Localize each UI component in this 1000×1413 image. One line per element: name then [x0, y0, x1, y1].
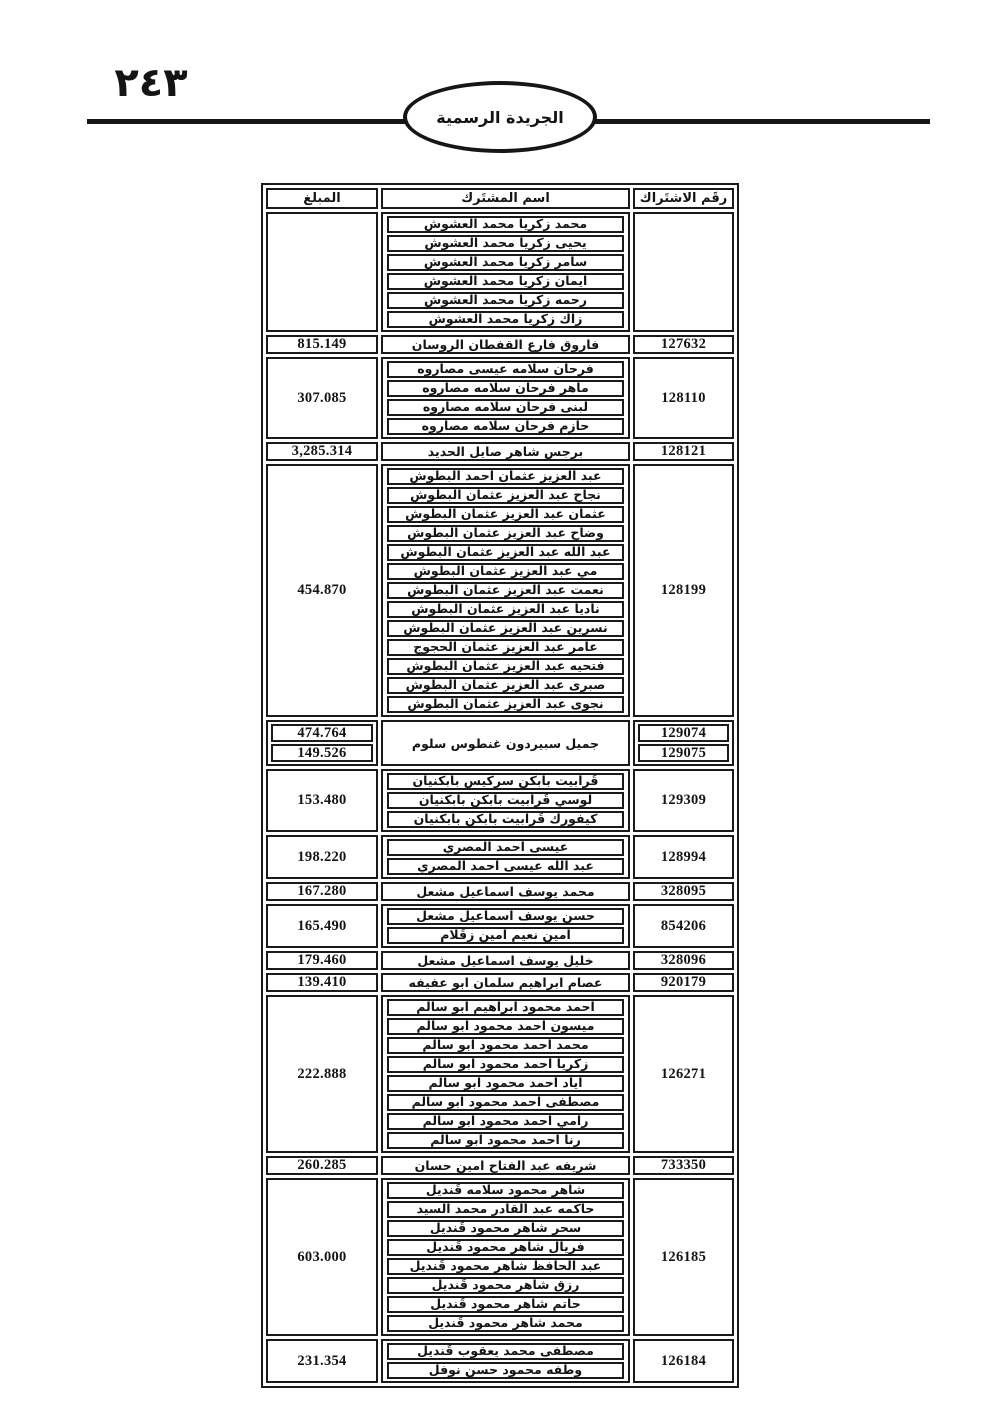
amount-cell — [266, 212, 378, 332]
number-cell: 854206 — [633, 904, 734, 948]
name-box: حاكمه عبد القادر محمد السيد — [387, 1201, 624, 1218]
table-row — [266, 995, 734, 1153]
name-cell: شريفه عبد الفتاح امين حسان — [381, 1156, 630, 1175]
name-box: نعمت عبد العزيز عثمان البطوش — [387, 582, 624, 599]
name-box: فرحان سلامه عيسى مصاروه — [387, 361, 624, 378]
amount-value: 149.526 — [271, 744, 373, 762]
table-row — [266, 1178, 734, 1336]
table-row — [266, 951, 734, 970]
name-box: صبرى عبد العزيز عثمان البطوش — [387, 677, 624, 694]
amount-cell: 603.000 — [266, 1178, 378, 1336]
name-box: رامي احمد محمود ابو سالم — [387, 1113, 624, 1130]
name-box: ميسون احمد محمود ابو سالم — [387, 1018, 624, 1035]
name-box: سحر شاهر محمود قَنديل — [387, 1220, 624, 1237]
name-cell: جميل سبيردون غنطوس سلوم — [381, 720, 630, 766]
name-box: محمد زكريا محمد العشوش — [387, 216, 624, 233]
table-row — [266, 357, 734, 439]
subscription-number: 129075 — [638, 744, 729, 762]
amount-cell — [266, 720, 378, 766]
name-box: زكريا احمد محمود ابو سالم — [387, 1056, 624, 1073]
name-box: لوسي قَرابيت بابكن بابكنيان — [387, 792, 624, 809]
name-box: نجاح عبد العزيز عثمان البطوش — [387, 487, 624, 504]
name-cell: محمد يوسف اسماعيل مشعل — [381, 882, 630, 901]
name-box: محمد احمد محمود ابو سالم — [387, 1037, 624, 1054]
amount-cell: 167.280 — [266, 882, 378, 901]
gazette-title: الجريدة الرسمية — [436, 107, 564, 127]
amount-value: 474.764 — [271, 724, 373, 742]
amount-cell: 139.410 — [266, 973, 378, 992]
name-box: مي عبد العزيز عثمان البطوش — [387, 563, 624, 580]
table-row — [266, 835, 734, 879]
table-row — [266, 720, 734, 766]
table-row — [266, 212, 734, 332]
table-row — [266, 769, 734, 832]
amount-cell: 165.490 — [266, 904, 378, 948]
column-header-amount: المبلغ — [266, 188, 378, 209]
name-cell: عصام ابراهيم سلمان ابو عفيفه — [381, 973, 630, 992]
name-box: شاهر محمود سلامه قَنديل — [387, 1182, 624, 1199]
page-number: ٢٤٣ — [114, 60, 188, 106]
name-box: عامر عبد العزيز عثمان الحجوج — [387, 639, 624, 656]
name-box: ماهر فرحان سلامه مصاروه — [387, 380, 624, 397]
table-row — [266, 464, 734, 717]
number-cell: 129309 — [633, 769, 734, 832]
table-row — [266, 1156, 734, 1175]
number-cell: 126271 — [633, 995, 734, 1153]
name-cell — [381, 835, 630, 879]
name-cell — [381, 995, 630, 1153]
name-box: ايمان زكريا محمد العشوش — [387, 273, 624, 290]
name-box: قَرابيت بابكن سركيس بابكنيان — [387, 773, 624, 790]
name-cell: خليل يوسف اسماعيل مشعل — [381, 951, 630, 970]
name-box: حازم فرحان سلامه مصاروه — [387, 418, 624, 435]
column-header-number: رقَم الاشتَراك — [633, 188, 734, 209]
name-box: مصطفى احمد محمود ابو سالم — [387, 1094, 624, 1111]
name-cell — [381, 1178, 630, 1336]
name-cell — [381, 769, 630, 832]
name-box: رزق شاهر محمود قَنديل — [387, 1277, 624, 1294]
name-cell: فاروق فارع القفطان الروسان — [381, 335, 630, 354]
name-box: احمد محمود ابراهيم ابو سالم — [387, 999, 624, 1016]
table-header-row — [266, 188, 734, 209]
name-box: رنا احمد محمود ابو سالم — [387, 1132, 624, 1149]
name-box: لبنى فرحان سلامه مصاروه — [387, 399, 624, 416]
amount-cell: 198.220 — [266, 835, 378, 879]
name-cell — [381, 464, 630, 717]
number-cell: 126184 — [633, 1339, 734, 1383]
number-cell: 127632 — [633, 335, 734, 354]
number-cell: 128994 — [633, 835, 734, 879]
amount-cell: 454.870 — [266, 464, 378, 717]
name-cell — [381, 1339, 630, 1383]
name-box: فتحيه عبد العزيز عثمان البطوش — [387, 658, 624, 675]
name-box: عبد العزيز عثمان احمد البطوش — [387, 468, 624, 485]
number-cell: 128199 — [633, 464, 734, 717]
column-header-name: اسم المشتَرك — [381, 188, 630, 209]
amount-cell: 179.460 — [266, 951, 378, 970]
amount-cell: 153.480 — [266, 769, 378, 832]
number-cell: 920179 — [633, 973, 734, 992]
name-cell: برجس شاهر صايل الحديد — [381, 442, 630, 461]
name-box: نجوى عبد العزيز عثمان البطوش — [387, 696, 624, 713]
table-row — [266, 442, 734, 461]
amount-cell: 231.354 — [266, 1339, 378, 1383]
amount-cell: 3,285.314 — [266, 442, 378, 461]
number-cell: 328095 — [633, 882, 734, 901]
name-box: يحيى زكريا محمد العشوش — [387, 235, 624, 252]
name-box: امين نعيم امين زقَلام — [387, 927, 624, 944]
amount-cell: 307.085 — [266, 357, 378, 439]
name-box: عبد الحافظ شاهر محمود قَنديل — [387, 1258, 624, 1275]
gazette-seal — [403, 81, 597, 153]
table-row — [266, 1339, 734, 1383]
name-box: نسرين عبد العزيز عثمان البطوش — [387, 620, 624, 637]
name-box: عبد الله عبد العزيز عثمان البطوش — [387, 544, 624, 561]
number-cell: 128110 — [633, 357, 734, 439]
table-row — [266, 335, 734, 354]
name-box: مصطفى محمد يعقوب قَنديل — [387, 1343, 624, 1360]
name-cell — [381, 357, 630, 439]
amount-cell: 815.149 — [266, 335, 378, 354]
name-box: اياد احمد محمود ابو سالم — [387, 1075, 624, 1092]
name-box: سامر زكريا محمد العشوش — [387, 254, 624, 271]
number-cell: 328096 — [633, 951, 734, 970]
number-cell: 128121 — [633, 442, 734, 461]
name-box: زاك زكريا محمد العشوش — [387, 311, 624, 328]
name-box: محمد شاهر محمود قَنديل — [387, 1315, 624, 1332]
name-cell — [381, 212, 630, 332]
name-box: وضاح عبد العزيز عثمان البطوش — [387, 525, 624, 542]
name-box: وطفه محمود حسن نوفل — [387, 1362, 624, 1379]
number-cell — [633, 720, 734, 766]
table-row — [266, 904, 734, 948]
name-box: عثمان عبد العزيز عثمان البطوش — [387, 506, 624, 523]
name-box: حسن يوسف اسماعيل مشعل — [387, 908, 624, 925]
table-row — [266, 882, 734, 901]
number-cell — [633, 212, 734, 332]
amount-cell: 222.888 — [266, 995, 378, 1153]
name-box: حاتم شاهر محمود قَنديل — [387, 1296, 624, 1313]
number-cell: 733350 — [633, 1156, 734, 1175]
amount-cell: 260.285 — [266, 1156, 378, 1175]
number-cell: 126185 — [633, 1178, 734, 1336]
name-box: فريال شاهر محمود قَنديل — [387, 1239, 624, 1256]
table-row — [266, 973, 734, 992]
name-box: عبد الله عيسى احمد المصري — [387, 858, 624, 875]
subscribers-table — [261, 183, 739, 1388]
name-box: كيفورك قَرابيت بابكن بابكنيان — [387, 811, 624, 828]
name-box: رحمه زكريا محمد العشوش — [387, 292, 624, 309]
name-cell — [381, 904, 630, 948]
name-box: ناديا عبد العزيز عثمان البطوش — [387, 601, 624, 618]
name-box: عيسى احمد المصري — [387, 839, 624, 856]
subscription-number: 129074 — [638, 724, 729, 742]
